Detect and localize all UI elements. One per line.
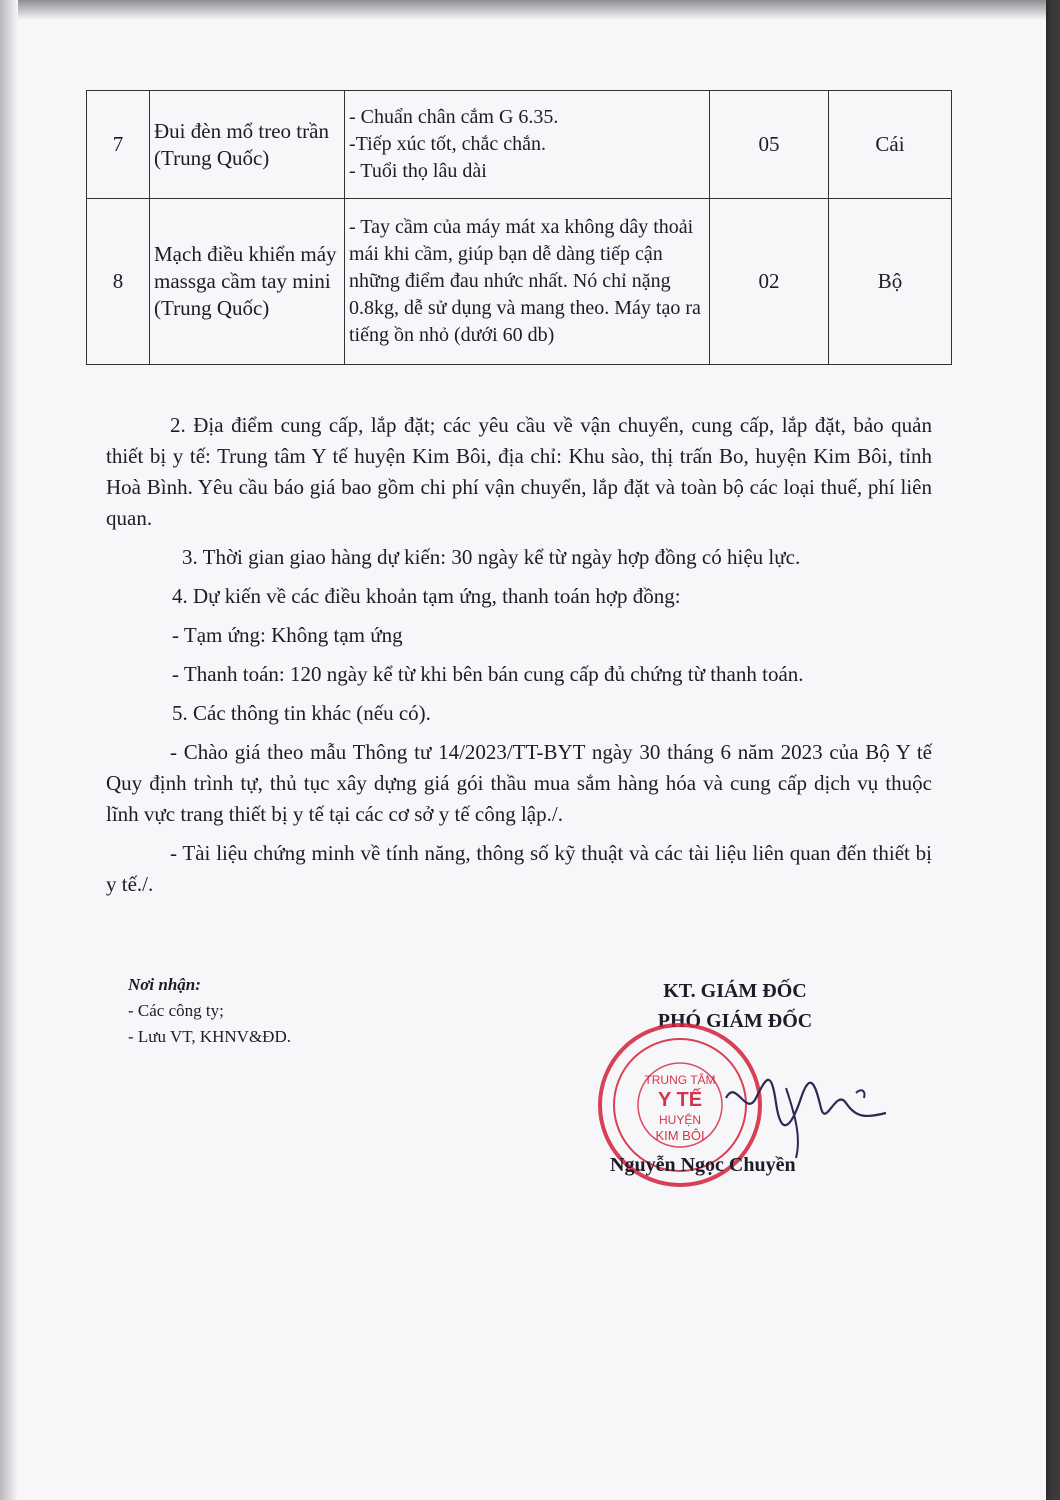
table-row xyxy=(87,91,952,199)
advance-term: - Tạm ứng: Không tạm ứng xyxy=(172,623,403,647)
stamp-text: Y TẾ xyxy=(657,1089,703,1111)
spec-line: - Tay cầm của máy mát xa không dây thoải mái khi cầm, giúp bạn dễ dàng tiếp cận những điểm đau nhức nhất. Nó chỉ nặng 0.8kg, dễ sử dụng và mang theo. Máy tạo ra tiếng ồn nhỏ (dưới 60 db) xyxy=(349,216,701,346)
spec-line: -Tiếp xúc tốt, chắc chắn. xyxy=(349,133,546,155)
signer-position: PHÓ GIÁM ĐỐC xyxy=(657,1010,813,1032)
handwritten-signature xyxy=(716,1058,896,1168)
item-unit: Bộ xyxy=(829,199,952,365)
item-spec xyxy=(345,91,710,199)
stamp-text: KIM BÔI xyxy=(655,1128,705,1143)
payment-term: - Thanh toán: 120 ngày kể từ khi bên bán cung cấp đủ chứng từ thanh toán. xyxy=(172,662,804,686)
table-row xyxy=(87,199,952,365)
stamp-text: TRUNG TÂM xyxy=(644,1073,716,1087)
page-left-shadow xyxy=(0,0,18,1500)
item-quantity: 05 xyxy=(710,91,829,199)
page-top-shadow xyxy=(0,0,1046,20)
spec-line: - Chuẩn chân cắm G 6.35. xyxy=(349,106,559,128)
row-number: 7 xyxy=(87,91,150,199)
section-3: 3. Thời gian giao hàng dự kiến: 30 ngày kể từ ngày hợp đồng có hiệu lực. xyxy=(182,545,801,569)
item-name: Đui đèn mổ treo trần (Trung Quốc) xyxy=(150,91,345,199)
item-quantity: 02 xyxy=(710,199,829,365)
recipients xyxy=(128,972,291,1050)
recipient-line: - Các công ty; xyxy=(128,1001,224,1020)
recipient-line: - Lưu VT, KHNV&ĐD. xyxy=(128,1027,291,1046)
recipients-heading: Nơi nhận: xyxy=(128,975,201,994)
document-body xyxy=(106,410,932,908)
item-unit: Cái xyxy=(829,91,952,199)
other-info-1: - Chào giá theo mẫu Thông tư 14/2023/TT-BYT ngày 30 tháng 6 năm 2023 của Bộ Y tế Quy định trình tự, thủ tục xây dựng giá gói thầu mua sắm hàng hóa và cung cấp dịch vụ thuộc lĩnh vực trang thiết bị y tế tại các cơ sở y tế công lập./. xyxy=(106,740,932,826)
section-2: 2. Địa điểm cung cấp, lắp đặt; các yêu cầu về vận chuyển, cung cấp, lắp đặt, bảo quản thiết bị y tế: Trung tâm Y tế huyện Kim Bôi, địa chỉ: Khu sào, thị trấn Bo, huyện Kim Bôi, tỉnh Hoà Bình. Yêu cầu báo giá bao gồm chi phí vận chuyển, lắp đặt và toàn bộ các loại thuế, phí liên quan. xyxy=(106,413,932,530)
item-spec xyxy=(345,199,710,365)
section-4: 4. Dự kiến về các điều khoản tạm ứng, thanh toán hợp đồng: xyxy=(172,584,681,608)
items-table xyxy=(86,90,952,365)
signer-title: KT. GIÁM ĐỐC xyxy=(663,980,807,1002)
row-number: 8 xyxy=(87,199,150,365)
spec-line: - Tuổi thọ lâu dài xyxy=(349,160,487,182)
item-name: Mạch điều khiển máy massga cầm tay mini (Trung Quốc) xyxy=(150,199,345,365)
stamp-text: HUYỆN xyxy=(658,1113,702,1127)
section-5: 5. Các thông tin khác (nếu có). xyxy=(172,701,431,725)
other-info-2: - Tài liệu chứng minh về tính năng, thông số kỹ thuật và các tài liệu liên quan đến thiết bị y tế./. xyxy=(106,841,932,896)
signer-name: Nguyễn Ngọc Chuyền xyxy=(610,1154,796,1176)
